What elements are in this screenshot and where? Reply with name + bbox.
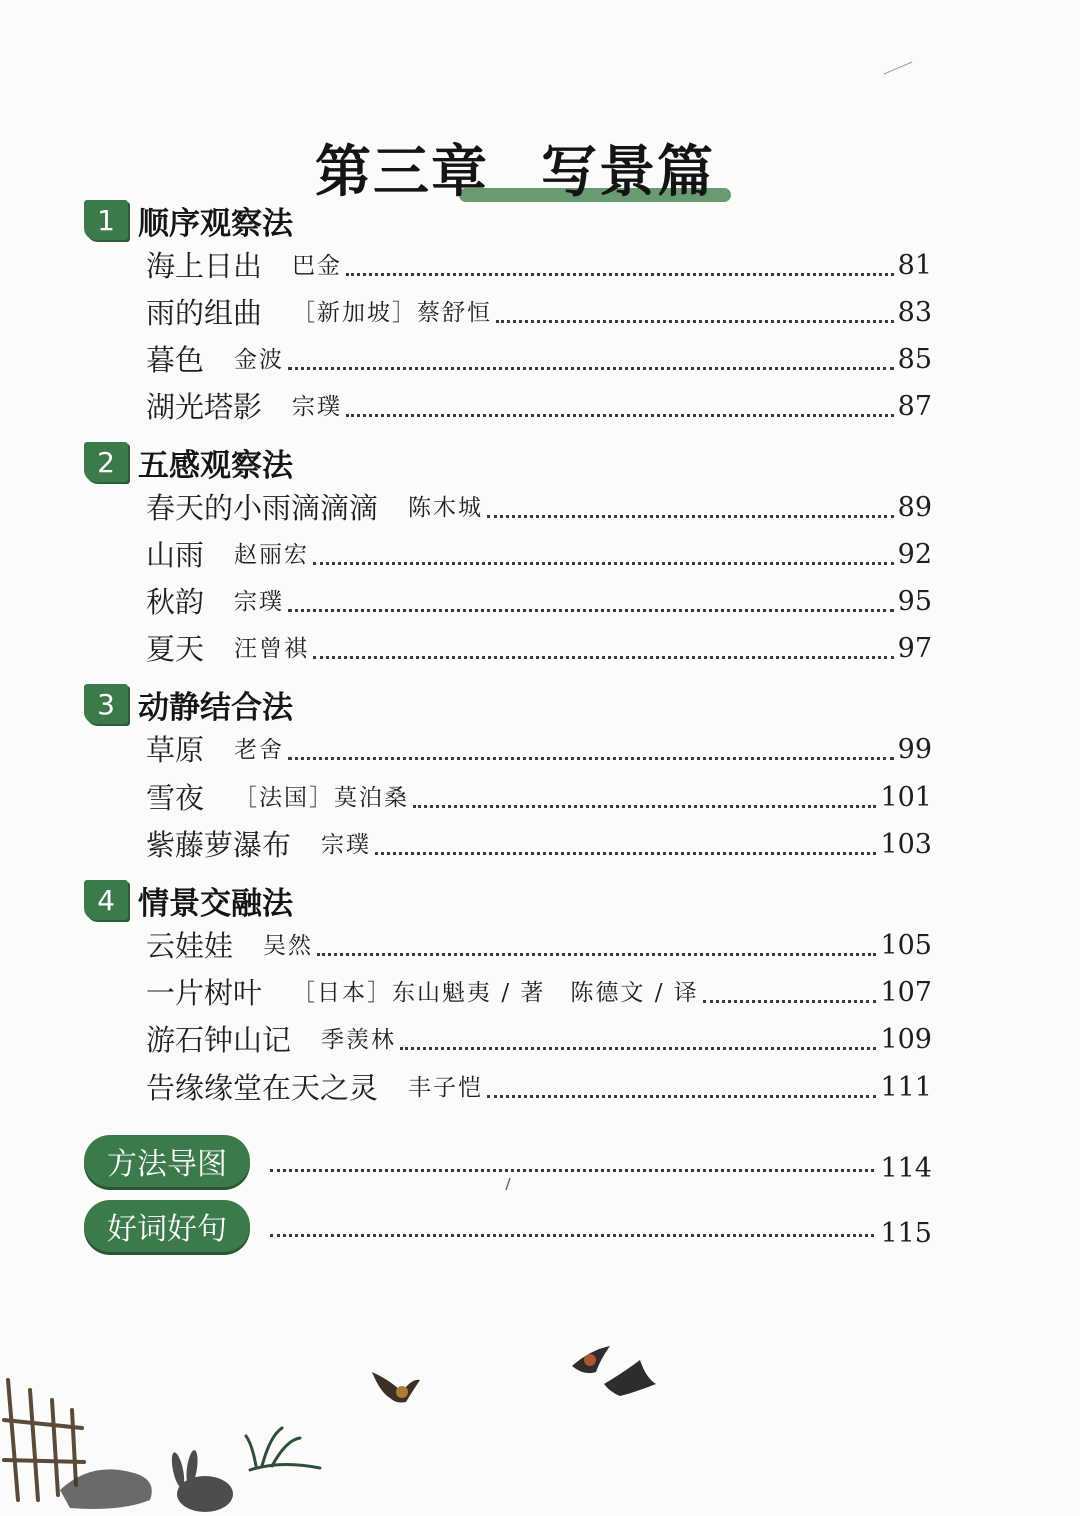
section-label: 情景交融法 <box>138 885 293 922</box>
chapter-name: 写景篇 <box>541 140 715 205</box>
section-label: 顺序观察法 <box>138 205 293 242</box>
bird-drawing <box>572 1346 656 1396</box>
entry-author: 丰子恺 <box>408 1075 484 1101</box>
grass-drawing <box>246 1428 320 1470</box>
entry-page: 103 <box>880 829 932 860</box>
entry-page: 83 <box>897 297 932 328</box>
entry-author: 吴然 <box>263 933 314 959</box>
entry-page: 109 <box>880 1024 932 1055</box>
section-number-badge: 1 <box>84 200 128 240</box>
entry-author: 老舍 <box>234 737 285 763</box>
entry-author: 宗璞 <box>234 589 285 615</box>
entry-title: 云娃娃 <box>146 929 234 963</box>
entry-title: 雨的组曲 <box>146 296 263 330</box>
section-number-badge: 4 <box>84 880 128 920</box>
entry-title: 湖光塔影 <box>146 390 263 424</box>
section-label: 动静结合法 <box>138 689 293 726</box>
bird-drawing <box>372 1372 420 1403</box>
entry-page: 95 <box>897 586 932 617</box>
entry-author: ［日本］东山魁夷 / 著 陈德文 / 译 <box>292 980 699 1006</box>
entry-page: 114 <box>880 1152 932 1184</box>
entry-author: 赵丽宏 <box>234 542 310 568</box>
entry-title: 告缘缘堂在天之灵 <box>146 1071 379 1105</box>
entry-title: 一片树叶 <box>146 976 263 1010</box>
section-label: 五感观察法 <box>138 447 293 484</box>
entry-title: 暮色 <box>146 343 205 377</box>
entry-title: 雪夜 <box>146 781 205 815</box>
entry-author: 宗璞 <box>321 832 372 858</box>
entry-title: 游石钟山记 <box>146 1023 292 1057</box>
entry-page: 81 <box>897 250 932 281</box>
entry-page: 92 <box>897 539 932 570</box>
entry-page: 85 <box>897 344 932 375</box>
entry-author: 汪曾祺 <box>234 636 310 662</box>
entry-author: 季羡林 <box>321 1027 397 1053</box>
entry-page: 99 <box>897 734 932 765</box>
entry-title: 山雨 <box>146 538 205 572</box>
entry-author: 宗璞 <box>292 394 343 420</box>
entry-page: 97 <box>897 633 932 664</box>
entry-title: 春天的小雨滴滴滴 <box>146 491 379 525</box>
entry-page: 111 <box>880 1072 932 1103</box>
entry-page: 87 <box>897 391 932 422</box>
section-number-badge: 3 <box>84 684 128 724</box>
entry-author: ［新加坡］蔡舒恒 <box>292 300 493 326</box>
entry-page: 115 <box>880 1217 932 1249</box>
entry-page: 101 <box>880 782 932 813</box>
entry-title: 夏天 <box>146 632 205 666</box>
entry-author: 金波 <box>234 347 285 373</box>
entry-author: 陈木城 <box>408 495 484 521</box>
method-map-pill: 方法导图 <box>84 1135 250 1187</box>
chapter-number: 第三章 <box>315 140 489 205</box>
entry-page: 105 <box>880 930 932 961</box>
entry-title: 秋韵 <box>146 585 205 619</box>
entry-author: 巴金 <box>292 253 343 279</box>
entry-page: 89 <box>897 492 932 523</box>
entry-page: 107 <box>880 977 932 1008</box>
entry-title: 海上日出 <box>146 249 263 283</box>
section-number-badge: 2 <box>84 442 128 482</box>
entry-title: 紫藤萝瀑布 <box>146 828 292 862</box>
rabbit-drawing <box>169 1449 233 1512</box>
entry-author: ［法国］莫泊桑 <box>234 785 410 811</box>
entry-title: 草原 <box>146 733 205 767</box>
good-words-pill: 好词好句 <box>84 1200 250 1252</box>
